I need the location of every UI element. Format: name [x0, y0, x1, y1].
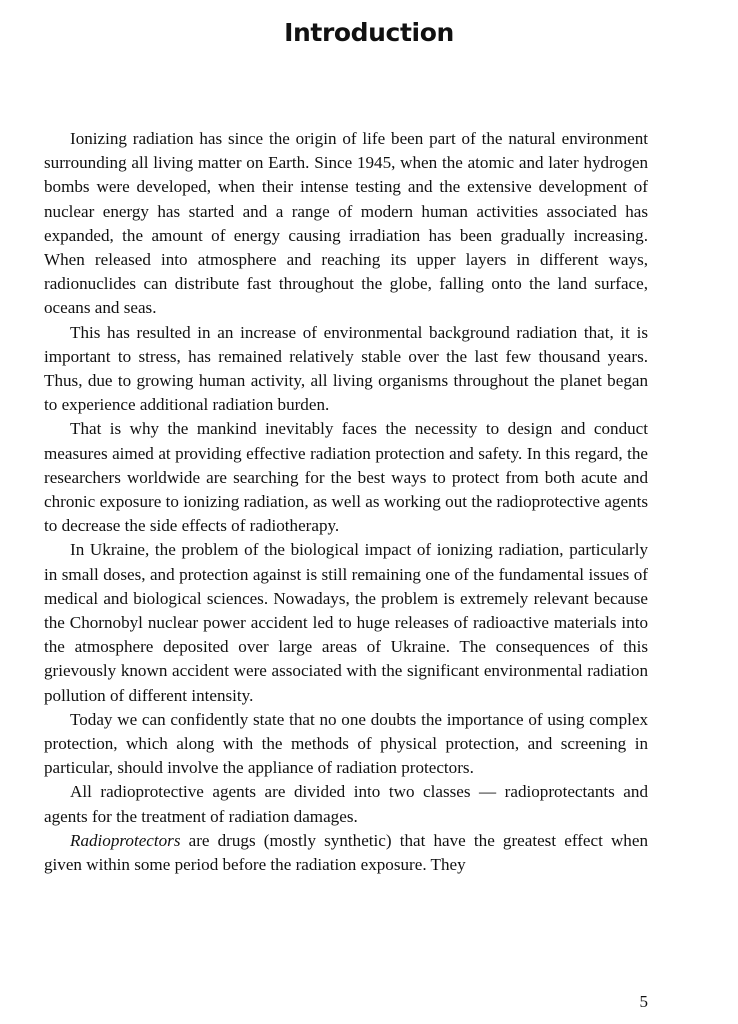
paragraph-text: Today we can confidently state that no one doubts the importance of using complex protection, which along with the methods of physical protection, and screening in particular, should involve the appliance of radiation protectors. [44, 709, 648, 778]
paragraph [44, 417, 648, 538]
paragraph-text: This has resulted in an increase of environmental background radiation that, it is important to stress, has remained relatively stable over the last few thousand years. Thus, due to growing human activity, all living organisms throughout the planet began to experience additional radiation burden. [44, 322, 648, 415]
italic-term: Radioprotectors [70, 830, 181, 850]
paragraph-text: All radioprotective agents are divided into two classes — radioprotectants and agents for the treatment of radiation damages. [44, 782, 648, 826]
paragraph-text: In Ukraine, the problem of the biological impact of ionizing radiation, particularly in small doses, and protection against is still remaining one of the fundamental issues of medical and biological sciences. Nowadays, the problem is extremely relevant because the Chornobyl nuclear power accident led to huge releases of radioactive materials into the atmosphere deposited over large areas of Ukraine. The consequences of this grievously known accident were associated with the significant environmental radiation pollution of different intensity. [44, 540, 648, 705]
paragraph-text: Ionizing radiation has since the origin of life been part of the natural environment surrounding all living matter on Earth. Since 1945, when the atomic and later hydrogen bombs were developed, when their intense testing and the extensive development of nuclear energy has started and a range of modern human activities associated has expanded, the amount of energy causing irradiation has been gradually increasing. When released into atmosphere and reaching its upper layers in different ways, radionuclides can distribute fast throughout the globe, falling onto the land surface, oceans and seas. [44, 129, 648, 318]
page-title: Introduction [284, 18, 454, 47]
paragraph [44, 538, 648, 707]
body-text [44, 127, 648, 877]
paragraph-text: are drugs (mostly synthetic) that have the greatest effect when given within some period before the radiation exposure. They [44, 830, 648, 875]
paragraph [44, 708, 648, 781]
paragraph [44, 127, 648, 321]
paragraph-text: That is why the mankind inevitably faces the necessity to design and conduct measures aimed at providing effective radiation protection and safety. In this regard, the researchers worldwide are searching for the best ways to protect from both acute and chronic exposure to ionizing radiation, as well as working out the radioprotective agents to decrease the side effects of radiotherapy. [44, 419, 648, 536]
page-number: 5 [639, 992, 648, 1011]
paragraph [44, 780, 648, 828]
paragraph [44, 829, 648, 877]
paragraph [44, 321, 648, 418]
